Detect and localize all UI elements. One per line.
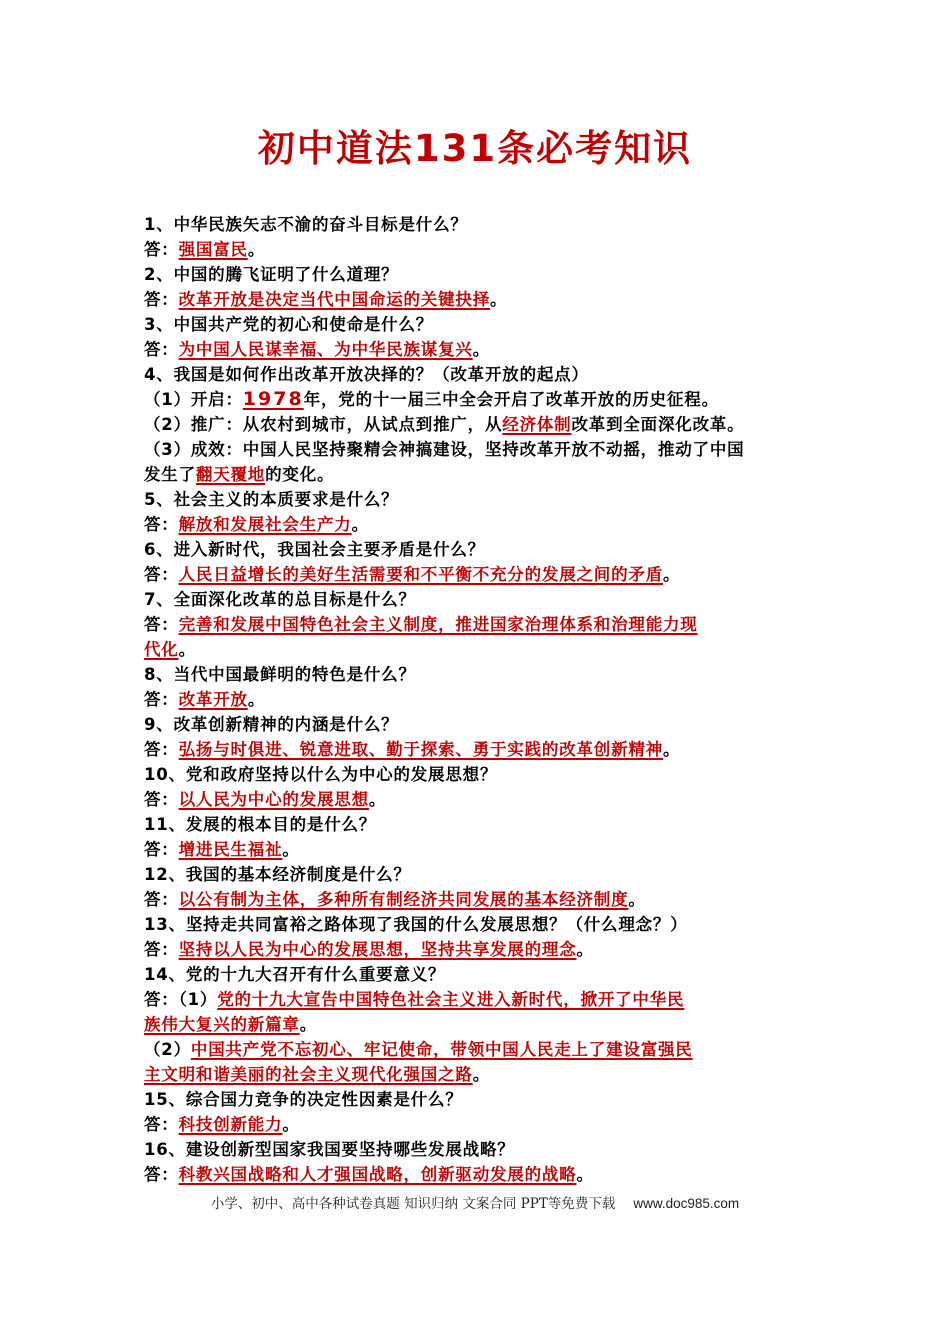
question-5: 5、社会主义的本质要求是什么？: [144, 490, 399, 509]
question-3: 3、中国共产党的初心和使命是什么？: [144, 315, 434, 334]
answer-highlight: 中国共产党不忘初心、牢记使命，带领中国人民走上了建设富强民: [190, 1040, 693, 1059]
question-2: 2、中国的腾飞证明了什么道理？: [144, 265, 399, 284]
answer-highlight: 弘扬与时俱进、锐意进取、勤于探索、勇于实践的改革创新精神: [178, 740, 664, 759]
answer-highlight: 科教兴国战略和人才强国战略，创新驱动发展的战略: [178, 1165, 577, 1184]
answer-15: 答：科技创新能力。: [144, 1115, 300, 1134]
answer-highlight: 增进民生福祉: [178, 840, 283, 859]
answer-highlight: 翻天覆地: [195, 465, 266, 484]
question-8: 8、当代中国最鲜明的特色是什么？: [144, 665, 416, 684]
answer-highlight: 改革开放: [178, 690, 248, 709]
answer-highlight: 1978: [242, 388, 304, 410]
answer-4-3-line2: 发生了翻天覆地的变化。: [144, 465, 335, 484]
answer-highlight: 完善和发展中国特色社会主义制度，推进国家治理体系和治理能力现: [178, 615, 698, 634]
answer-4-2: （2）推广：从农村到城市，从试点到推广，从经济体制改革到全面深化改革。: [144, 415, 745, 434]
question-15: 15、综合国力竞争的决定性因素是什么？: [144, 1090, 463, 1109]
answer-highlight: 主文明和谐美丽的社会主义现代化强国之路: [144, 1065, 473, 1084]
answer-14-1-line1: 答：（1）党的十九大宣告中国特色社会主义进入新时代，掀开了中华民: [144, 990, 685, 1009]
question-11: 11、发展的根本目的是什么？: [144, 815, 377, 834]
answer-highlight: 强国富民: [178, 240, 248, 259]
answer-13: 答：坚持以人民为中心的发展思想，坚持共享发展的理念。: [144, 940, 594, 959]
page-footer: [0, 1192, 950, 1212]
question-1: 1、中华民族矢志不渝的奋斗目标是什么？: [144, 215, 468, 234]
answer-4-3-line1: （3）成效：中国人民坚持聚精会神搞建设，坚持改革开放不动摇，推动了中国: [144, 440, 745, 459]
question-16: 16、建设创新型国家我国要坚持哪些发展战略？: [144, 1140, 515, 1159]
answer-highlight: 坚持以人民为中心的发展思想，坚持共享发展的理念: [178, 940, 577, 959]
answer-highlight: 以公有制为主体，多种所有制经济共同发展的基本经济制度: [178, 890, 629, 909]
answer-highlight: 族伟大复兴的新篇章: [144, 1015, 300, 1034]
answer-highlight: 党的十九大宣告中国特色社会主义进入新时代，掀开了中华民: [217, 990, 685, 1009]
answer-14-2-line1: （2）中国共产党不忘初心、牢记使命，带领中国人民走上了建设富强民: [144, 1040, 693, 1059]
answer-highlight: 解放和发展社会生产力: [178, 515, 352, 534]
question-14: 14、党的十九大召开有什么重要意义？: [144, 965, 446, 984]
answer-14-1-line2: 族伟大复兴的新篇章。: [144, 1015, 318, 1034]
qa-list: [144, 212, 824, 1187]
page-title: 初中道法131条必考知识: [257, 127, 693, 170]
answer-11: 答：增进民生福祉。: [144, 840, 300, 859]
footer-text: 小学、初中、高中各种试卷真题 知识归纳 文案合同 PPT等免费下载: [210, 1196, 616, 1212]
answer-10: 答：以人民为中心的发展思想。: [144, 790, 387, 809]
answer-12: 答：以公有制为主体，多种所有制经济共同发展的基本经济制度。: [144, 890, 646, 909]
answer-8: 答：改革开放。: [144, 690, 266, 709]
answer-16: 答：科教兴国战略和人才强国战略，创新驱动发展的战略。: [144, 1165, 594, 1184]
answer-2: 答：改革开放是决定当代中国命运的关键抉择。: [144, 290, 508, 309]
question-12: 12、我国的基本经济制度是什么？: [144, 865, 411, 884]
answer-highlight: 改革开放是决定当代中国命运的关键抉择: [178, 290, 491, 309]
answer-7-line1: 答：完善和发展中国特色社会主义制度，推进国家治理体系和治理能力现: [144, 615, 698, 634]
question-10: 10、党和政府坚持以什么为中心的发展思想？: [144, 765, 498, 784]
question-6: 6、进入新时代，我国社会主要矛盾是什么？: [144, 540, 485, 559]
answer-5: 答：解放和发展社会生产力。: [144, 515, 369, 534]
question-9: 9、改革创新精神的内涵是什么？: [144, 715, 399, 734]
answer-14-2-line2: 主文明和谐美丽的社会主义现代化强国之路。: [144, 1065, 491, 1084]
answer-7-line2: 代化。: [144, 640, 196, 659]
answer-highlight: 科技创新能力: [178, 1115, 283, 1134]
answer-3: 答：为中国人民谋幸福、为中华民族谋复兴。: [144, 340, 491, 359]
answer-9: 答：弘扬与时俱进、锐意进取、勤于探索、勇于实践的改革创新精神。: [144, 740, 681, 759]
answer-6: 答：人民日益增长的美好生活需要和不平衡不充分的发展之间的矛盾。: [144, 565, 681, 584]
answer-highlight: 经济体制: [502, 415, 572, 434]
answer-1: 答：强国富民。: [144, 240, 266, 259]
question-13: 13、坚持走共同富裕之路体现了我国的什么发展思想？（什么理念？）: [144, 915, 688, 934]
answer-highlight: 为中国人民谋幸福、为中华民族谋复兴: [178, 340, 473, 359]
question-4: 4、我国是如何作出改革开放决择的？（改革开放的起点）: [144, 365, 589, 384]
footer-url[interactable]: www.doc985.com: [633, 1196, 740, 1211]
answer-highlight: 代化: [144, 640, 179, 659]
question-7: 7、全面深化改革的总目标是什么？: [144, 590, 416, 609]
answer-highlight: 人民日益增长的美好生活需要和不平衡不充分的发展之间的矛盾: [178, 565, 664, 584]
answer-4-1: （1）开启：1978年，党的十一届三中全会开启了改革开放的历史征程。: [144, 388, 719, 410]
answer-highlight: 以人民为中心的发展思想: [178, 790, 369, 809]
